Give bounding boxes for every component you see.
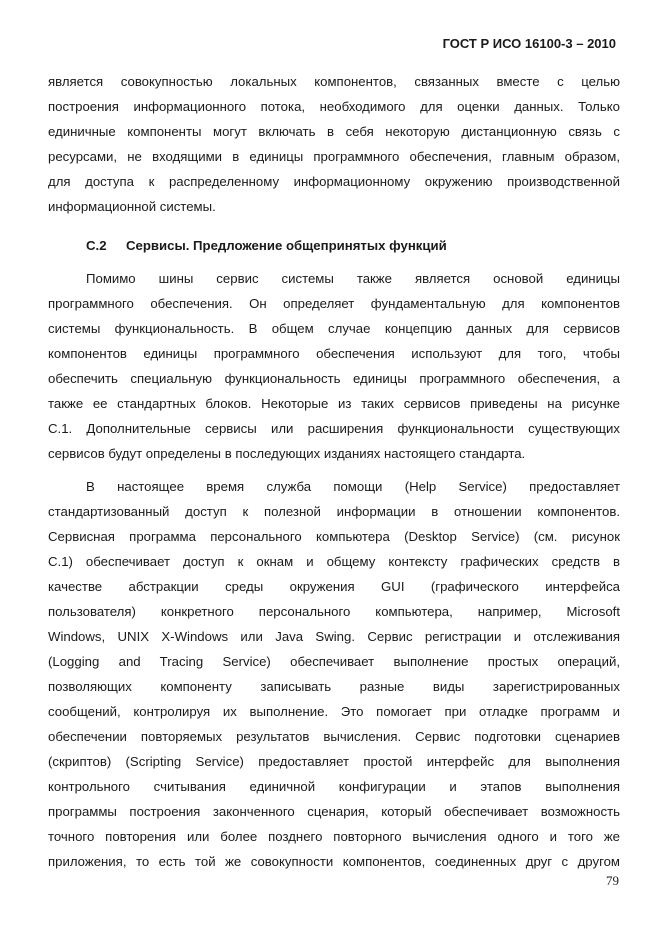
text-line: (Logging and Tracing Service) обеспечивает выполнение простых операций,	[48, 654, 620, 669]
text-line: программы построения законченного сценария, который обеспечивает возможность	[48, 804, 620, 819]
text-line: обеспечении повторяемых результатов вычисления. Сервис подготовки сценариев	[48, 729, 620, 744]
text-line: Помимо шины сервис системы также является основой единицы	[86, 271, 620, 286]
section-title: Сервисы. Предложение общепринятых функций	[126, 238, 447, 253]
text-line: В настоящее время служба помощи (Help Service) предоставляет	[86, 479, 620, 494]
text-line: Сервисная программа персонального компьютера (Desktop Service) (см. рисунок	[48, 529, 620, 544]
text-line: компонентов единицы программного обеспечения используют для того, чтобы	[48, 346, 620, 361]
text-line: единичные компоненты могут включать в себя некоторую дистанционную связь с	[48, 124, 620, 139]
text-line: построения информационного потока, необходимого для оценки данных. Только	[48, 99, 620, 114]
standard-header: ГОСТ Р ИСО 16100-3 – 2010	[442, 36, 616, 51]
text-line: С.1. Дополнительные сервисы или расширения функциональности существующих	[48, 421, 620, 436]
section-number: С.2	[86, 238, 107, 253]
text-line: системы функциональность. В общем случае концепцию данных для сервисов	[48, 321, 620, 336]
text-line: точного повторения или более позднего повторного вычисления одного и того же	[48, 829, 620, 844]
text-line: программного обеспечения. Он определяет фундаментальную для компонентов	[48, 296, 620, 311]
section-heading	[86, 238, 447, 253]
text-line: качестве абстракции среды окружения GUI (графического интерфейса	[48, 579, 620, 594]
text-line: позволяющих компоненту записывать разные виды зарегистрированных	[48, 679, 620, 694]
text-line: обеспечить специальную функциональность единицы программного обеспечения, а	[48, 371, 620, 386]
text-line: сообщений, контролируя их выполнение. Это помогает при отладке программ и	[48, 704, 620, 719]
text-line: приложения, то есть той же совокупности компонентов, соединенных друг с другом	[48, 854, 620, 869]
page-number: 79	[606, 873, 619, 888]
text-line: контрольного считывания единичной конфигурации и этапов выполнения	[48, 779, 620, 794]
text-line: С.1) обеспечивает доступ к окнам и общему контексту графических средств в	[48, 554, 620, 569]
text-line: информационной системы.	[48, 199, 216, 214]
text-line: (скриптов) (Scripting Service) предоставляет простой интерфейс для выполнения	[48, 754, 620, 769]
text-line: сервисов будут определены в последующих изданиях настоящего стандарта.	[48, 446, 526, 461]
text-line: Windows, UNIX X-Windows или Java Swing. Сервис регистрации и отслеживания	[48, 629, 620, 644]
text-line: ресурсами, не входящими в единицы программного обеспечения, главным образом,	[48, 149, 620, 164]
text-line: является совокупностью локальных компонентов, связанных вместе с целью	[48, 74, 620, 89]
text-line: пользователя) конкретного персонального компьютера, например, Microsoft	[48, 604, 620, 619]
text-line: стандартизованный доступ к полезной информации в отношении компонентов.	[48, 504, 620, 519]
text-line: для доступа к распределенному информационному окружению производственной	[48, 174, 620, 189]
text-line: также ее стандартных блоков. Некоторые из таких сервисов приведены на рисунке	[48, 396, 620, 411]
